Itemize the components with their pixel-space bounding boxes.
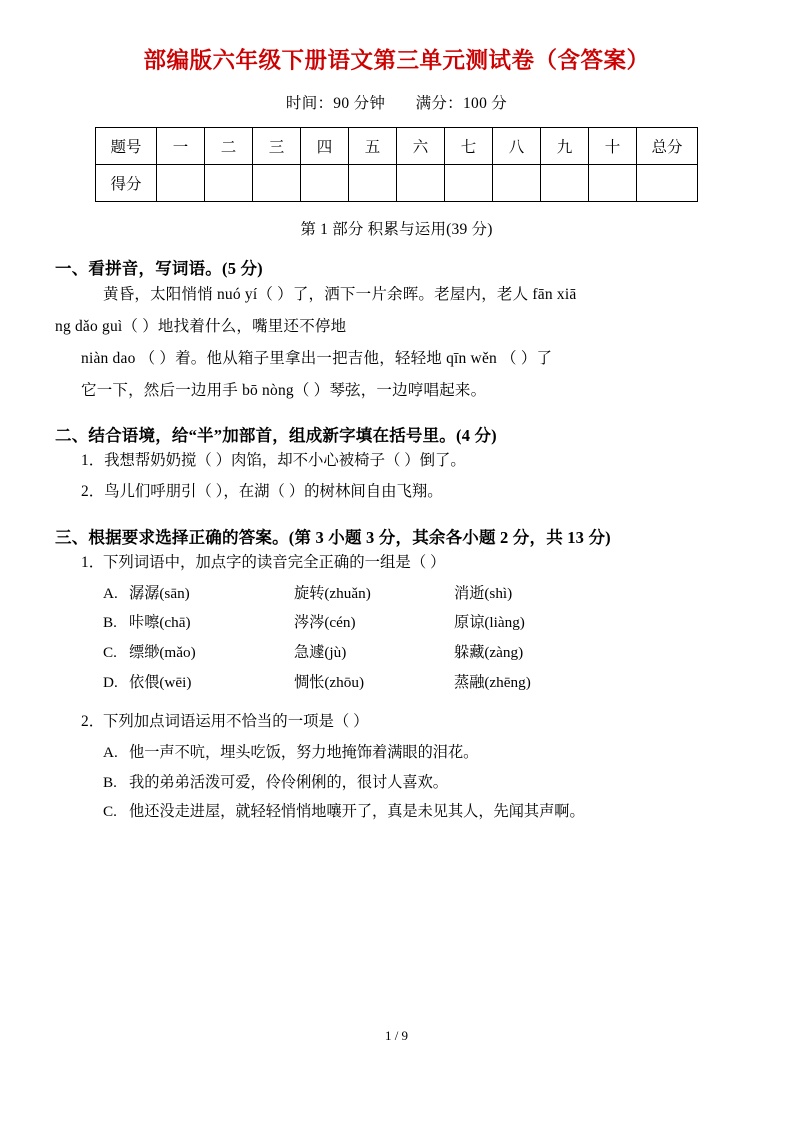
score-table-col-10: 十 bbox=[589, 128, 637, 165]
question-3-sub-2-text: 下列加点词语运用不恰当的一项是（ ） bbox=[103, 713, 369, 731]
score-table-col-total: 总分 bbox=[637, 128, 698, 165]
question-3-sub-1-text: 下列词语中，加点字的读音完全正确的一组是（ ） bbox=[103, 553, 446, 571]
question-3-sub-1-number: 1． bbox=[81, 553, 105, 571]
score-cell-8[interactable] bbox=[493, 165, 541, 202]
score-table-col-5: 五 bbox=[349, 128, 397, 165]
option-label-b: B. bbox=[103, 614, 117, 632]
score-table-col-4: 四 bbox=[301, 128, 349, 165]
option-d-word-2: 惆怅(zhōu) bbox=[294, 673, 365, 691]
option2-label-b: B. bbox=[103, 773, 117, 791]
option-d-word-3: 蒸融(zhēng) bbox=[454, 673, 531, 691]
score-cell-9[interactable] bbox=[541, 165, 589, 202]
score-table-col-6: 六 bbox=[397, 128, 445, 165]
option-label-d: D. bbox=[103, 673, 118, 691]
question-2-heading: 二、结合语境，给“半”加部首，组成新字填在括号里。(4 分) bbox=[55, 426, 497, 446]
question-3-sub-1-option-c[interactable] bbox=[55, 638, 738, 668]
page-title: 部编版六年级下册语文第三单元测试卷（含答案） bbox=[143, 48, 650, 73]
question-1-line-3: niàn dao （ ）着。他从箱子里拿出一把吉他，轻轻地 qīn wěn （ ）了 bbox=[81, 349, 553, 367]
question-3-sub-2-option-b[interactable] bbox=[55, 768, 738, 798]
score-table-row-label: 题号 bbox=[96, 128, 157, 165]
question-3-sub-2-number: 2． bbox=[81, 713, 105, 731]
question-1-line-1: 黄昏，太阳悄悄 nuó yí（ ）了，洒下一片余晖。老屋内，老人 fān xiā bbox=[103, 286, 577, 304]
score-table-col-8: 八 bbox=[493, 128, 541, 165]
question-3-sub-1-stem bbox=[55, 548, 738, 579]
table-row-score bbox=[96, 165, 698, 202]
score-table bbox=[95, 127, 698, 202]
score-table-col-2: 二 bbox=[205, 128, 253, 165]
score-cell-7[interactable] bbox=[445, 165, 493, 202]
question-3-sub-1-option-d[interactable] bbox=[55, 668, 738, 698]
option2-b-text: 我的弟弟活泼可爱，伶伶俐俐的，很讨人喜欢。 bbox=[129, 773, 448, 791]
question-3-sub-1-option-b[interactable] bbox=[55, 608, 738, 638]
option-c-word-3: 躲藏(zàng) bbox=[454, 644, 524, 662]
score-cell-3[interactable] bbox=[253, 165, 301, 202]
option2-label-c: C. bbox=[103, 803, 117, 821]
option2-c-text: 他还没走进屋，就轻轻悄悄地嚷开了，真是未见其人，先闻其声啊。 bbox=[129, 803, 585, 821]
part-title: 第 1 部分 积累与运用(39 分) bbox=[300, 221, 493, 239]
score-table-col-3: 三 bbox=[253, 128, 301, 165]
question-3-sub-2-option-c[interactable] bbox=[55, 797, 738, 827]
option-b-word-2: 涔涔(cén) bbox=[294, 614, 356, 632]
score-cell-1[interactable] bbox=[157, 165, 205, 202]
table-row-header bbox=[96, 128, 698, 165]
score-cell-total[interactable] bbox=[637, 165, 698, 202]
score-table-col-1: 一 bbox=[157, 128, 205, 165]
score-cell-6[interactable] bbox=[397, 165, 445, 202]
question-2-item-2: 2．鸟儿们呼朋引（ ），在湖（ ）的树林间自由飞翔。 bbox=[81, 483, 443, 501]
option-c-word-1: 缥缈(mǎo) bbox=[129, 644, 196, 662]
question-1-heading: 一、看拼音，写词语。(5 分) bbox=[55, 259, 263, 279]
question-3-sub-2-stem bbox=[55, 707, 738, 738]
question-1-line-2: ng dǎo guì（ ）地找着什么，嘴里还不停地 bbox=[55, 318, 347, 336]
option-a-word-1: 潺潺(sān) bbox=[129, 584, 190, 602]
option-d-word-1: 依偎(wēi) bbox=[129, 673, 192, 691]
option-c-word-2: 急遽(jù) bbox=[294, 644, 347, 662]
option-b-word-3: 原谅(liàng) bbox=[454, 614, 525, 632]
score-cell-10[interactable] bbox=[589, 165, 637, 202]
page-number: 1 / 9 bbox=[384, 1028, 409, 1043]
option2-label-a: A. bbox=[103, 744, 118, 762]
score-cell-5[interactable] bbox=[349, 165, 397, 202]
option2-a-text: 他一声不吭，埋头吃饭，努力地掩饰着满眼的泪花。 bbox=[129, 744, 479, 762]
exam-time: 时间：90 分钟 bbox=[285, 95, 386, 113]
option-label-c: C. bbox=[103, 644, 117, 662]
question-1-line-4: 它一下，然后一边用手 bō nòng（ ）琴弦，一边哼唱起来。 bbox=[81, 381, 487, 399]
score-cell-4[interactable] bbox=[301, 165, 349, 202]
score-table-col-7: 七 bbox=[445, 128, 493, 165]
score-cell-2[interactable] bbox=[205, 165, 253, 202]
option-a-word-2: 旋转(zhuǎn) bbox=[294, 584, 371, 602]
option-a-word-3: 消逝(shì) bbox=[454, 584, 513, 602]
option-label-a: A. bbox=[103, 584, 118, 602]
question-3-heading: 三、根据要求选择正确的答案。(第 3 小题 3 分，其余各小题 2 分，共 13 分) bbox=[55, 527, 611, 547]
question-3-sub-1-option-a[interactable] bbox=[55, 579, 738, 609]
score-table-col-9: 九 bbox=[541, 128, 589, 165]
option-b-word-1: 咔嚓(chā) bbox=[129, 614, 191, 632]
question-2-item-1: 1．我想帮奶奶搅（ ）肉馅，却不小心被椅子（ ）倒了。 bbox=[81, 452, 466, 470]
score-table-row-label-2: 得分 bbox=[96, 165, 157, 202]
question-3-sub-2-option-a[interactable] bbox=[55, 738, 738, 768]
exam-meta bbox=[55, 91, 738, 113]
exam-total-score: 满分：100 分 bbox=[415, 95, 508, 113]
